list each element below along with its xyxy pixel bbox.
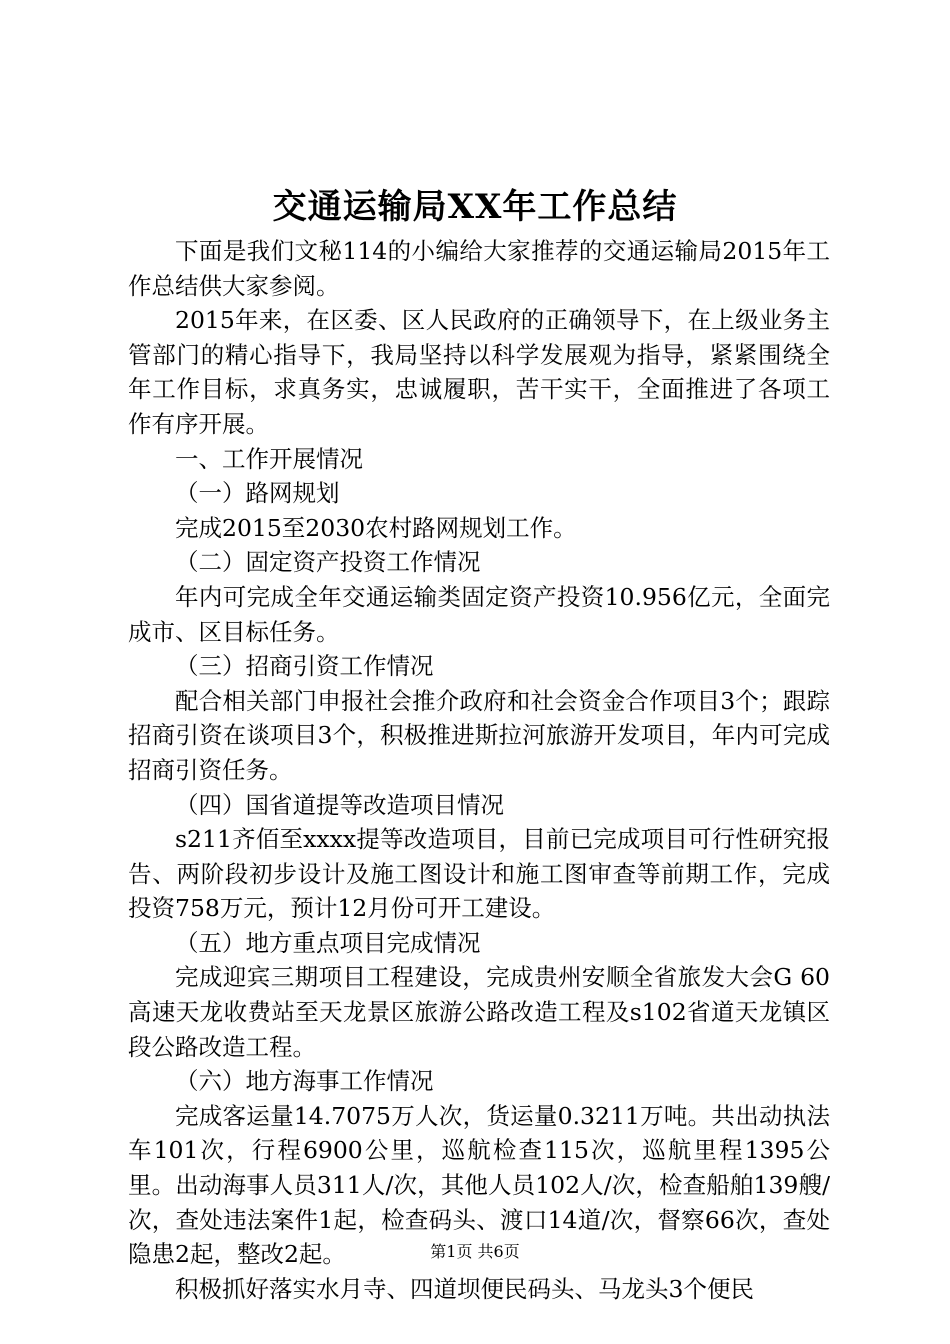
subsection-heading: （三）招商引资工作情况 — [175, 652, 434, 681]
document-title: 交通运输局XX年工作总结 — [272, 187, 678, 227]
subsection-heading: （五）地方重点项目完成情况 — [175, 928, 481, 957]
subsection-heading: （二）固定资产投资工作情况 — [175, 548, 481, 577]
paragraph: s211齐佰至xxxx提等改造项目，目前已完成项目可行性研究报告、两阶段初步设计及施工图设计和施工图审查等前期工作，完成投资758万元，预计12月份可开工建设。 — [128, 825, 830, 923]
paragraph: 完成2015至2030农村路网规划工作。 — [175, 513, 577, 542]
section-heading: 一、工作开展情况 — [175, 444, 363, 473]
paragraph: 年内可完成全年交通运输类固定资产投资10.956亿元，全面完成市、区目标任务。 — [128, 582, 830, 646]
subsection-heading: （一）路网规划 — [175, 479, 340, 508]
page-number-footer: 第1页 共6页 — [430, 1242, 520, 1261]
document-body — [128, 234, 830, 1306]
paragraph: 完成迎宾三期项目工程建设，完成贵州安顺全省旅发大会G 60高速天龙收费站至天龙景区旅游公路改造工程及s102省道天龙镇区段公路改造工程。 — [128, 963, 830, 1061]
paragraph-intro: 下面是我们文秘114的小编给大家推荐的交通运输局2015年工作总结供大家参阅。 — [128, 237, 830, 300]
paragraph-overview: 2015年来，在区委、区人民政府的正确领导下，在上级业务主管部门的精心指导下，我局坚持以科学发展观为指导，紧紧围绕全年工作目标，求真务实，忠诚履职，苦干实干，全面推进了各项工作有序开展。 — [128, 306, 830, 438]
paragraph: 积极抓好落实水月寺、四道坝便民码头、马龙头3个便民 — [175, 1274, 754, 1303]
subsection-heading: （六）地方海事工作情况 — [175, 1067, 434, 1096]
subsection-heading: （四）国省道提等改造项目情况 — [175, 790, 504, 819]
paragraph: 配合相关部门申报社会推介政府和社会资金合作项目3个；跟踪招商引资在谈项目3个，积极推进斯拉河旅游开发项目，年内可完成招商引资任务。 — [128, 686, 830, 784]
paragraph: 完成客运量14.7075万人次，货运量0.3211万吨。共出动执法车101次，行程6900公里，巡航检查115次，巡航里程1395公里。出动海事人员311人/次，其他人员102人/次，检查船舶139艘/次，查处违法案件1起，检查码头、渡口14道/次，督察66次，查处隐患2起，整改2起。 — [128, 1101, 830, 1269]
